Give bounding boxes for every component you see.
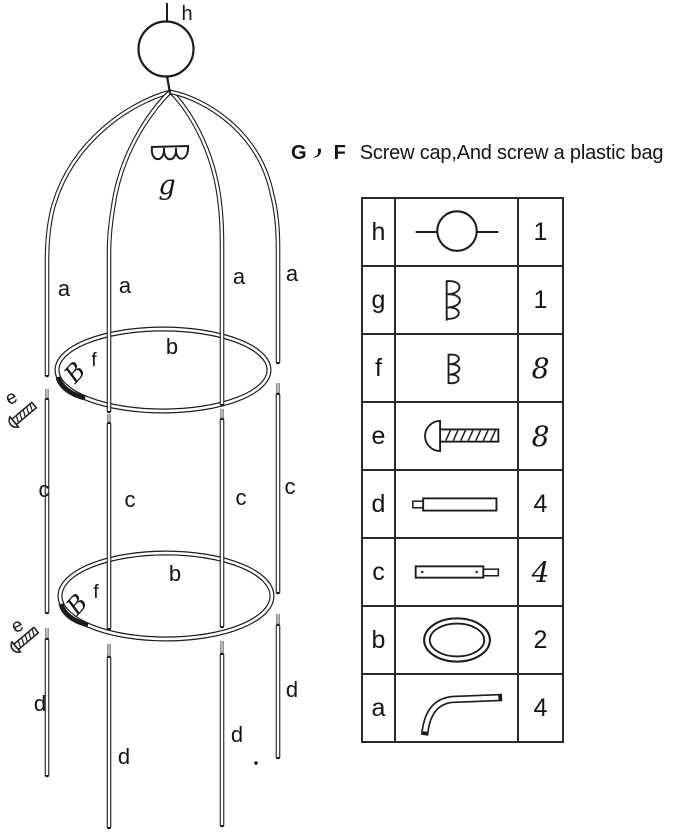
label-a: a: [232, 264, 246, 289]
label-e: e: [7, 614, 28, 638]
caption: [291, 142, 663, 165]
label-a: a: [57, 276, 71, 301]
table-row: [363, 471, 562, 539]
label-clip-b: B: [60, 588, 94, 621]
ring-icon: [398, 609, 516, 671]
table-row: [363, 267, 562, 335]
table-row: [363, 199, 562, 267]
part-label: f: [363, 335, 396, 401]
label-c: c: [38, 477, 50, 502]
label-g: g: [158, 170, 176, 201]
label-b: b: [168, 561, 182, 586]
leg-rod-a: [171, 92, 222, 404]
part-qty: 1: [533, 217, 548, 246]
label-d: d: [117, 744, 131, 769]
ink-dot: [254, 761, 258, 765]
part-qty: 1: [533, 285, 548, 314]
label-d: d: [33, 691, 47, 716]
table-row: [363, 607, 562, 675]
label-b: b: [165, 334, 179, 359]
label-d: d: [230, 722, 244, 747]
label-f: f: [91, 350, 97, 371]
part-label: g: [363, 267, 396, 333]
parts-table-body: [363, 199, 562, 741]
part-label: a: [363, 675, 396, 741]
label-c: c: [235, 485, 247, 510]
part-label: d: [363, 471, 396, 537]
label-a: a: [118, 273, 132, 298]
tube-c-icon: [398, 541, 516, 603]
part-label: h: [363, 199, 396, 265]
parts-table: [361, 197, 564, 743]
screw-icon: [398, 405, 516, 467]
label-h: h: [181, 3, 193, 25]
caption-text: Screw cap,And screw a plastic bag: [359, 142, 664, 164]
label-c: c: [124, 487, 136, 512]
part-qty: 4: [531, 555, 550, 589]
table-row: [363, 403, 562, 471]
label-a: a: [285, 261, 299, 286]
table-row: [363, 675, 562, 741]
tube-d-icon: [398, 473, 516, 535]
table-row: [363, 335, 562, 403]
caption-part-f: F: [333, 142, 346, 164]
part-qty: 4: [533, 693, 548, 722]
part-qty: 8: [531, 351, 550, 385]
label-d: d: [285, 677, 299, 702]
finial-ball: [139, 22, 194, 77]
part-qty: 8: [531, 419, 550, 453]
screw-cap-icon: [398, 269, 516, 331]
cap-symbol-g: [151, 146, 189, 159]
label-f: f: [93, 582, 99, 603]
clip-icon: [398, 337, 516, 399]
part-qty: 2: [533, 625, 548, 654]
label-clip-b: B: [58, 356, 92, 389]
caption-part-g: G: [291, 142, 307, 164]
part-label: b: [363, 607, 396, 673]
label-c: c: [284, 474, 296, 499]
part-label: e: [363, 403, 396, 469]
ball-icon: [398, 201, 516, 263]
part-qty: 4: [533, 489, 548, 518]
table-row: [363, 539, 562, 607]
ideographic-comma-icon: [311, 148, 321, 158]
leg-rod-a: [171, 92, 278, 362]
part-label: c: [363, 539, 396, 605]
curved-rod-icon: [398, 677, 516, 739]
leg-rod-a: [109, 92, 170, 411]
label-e: e: [1, 386, 22, 410]
